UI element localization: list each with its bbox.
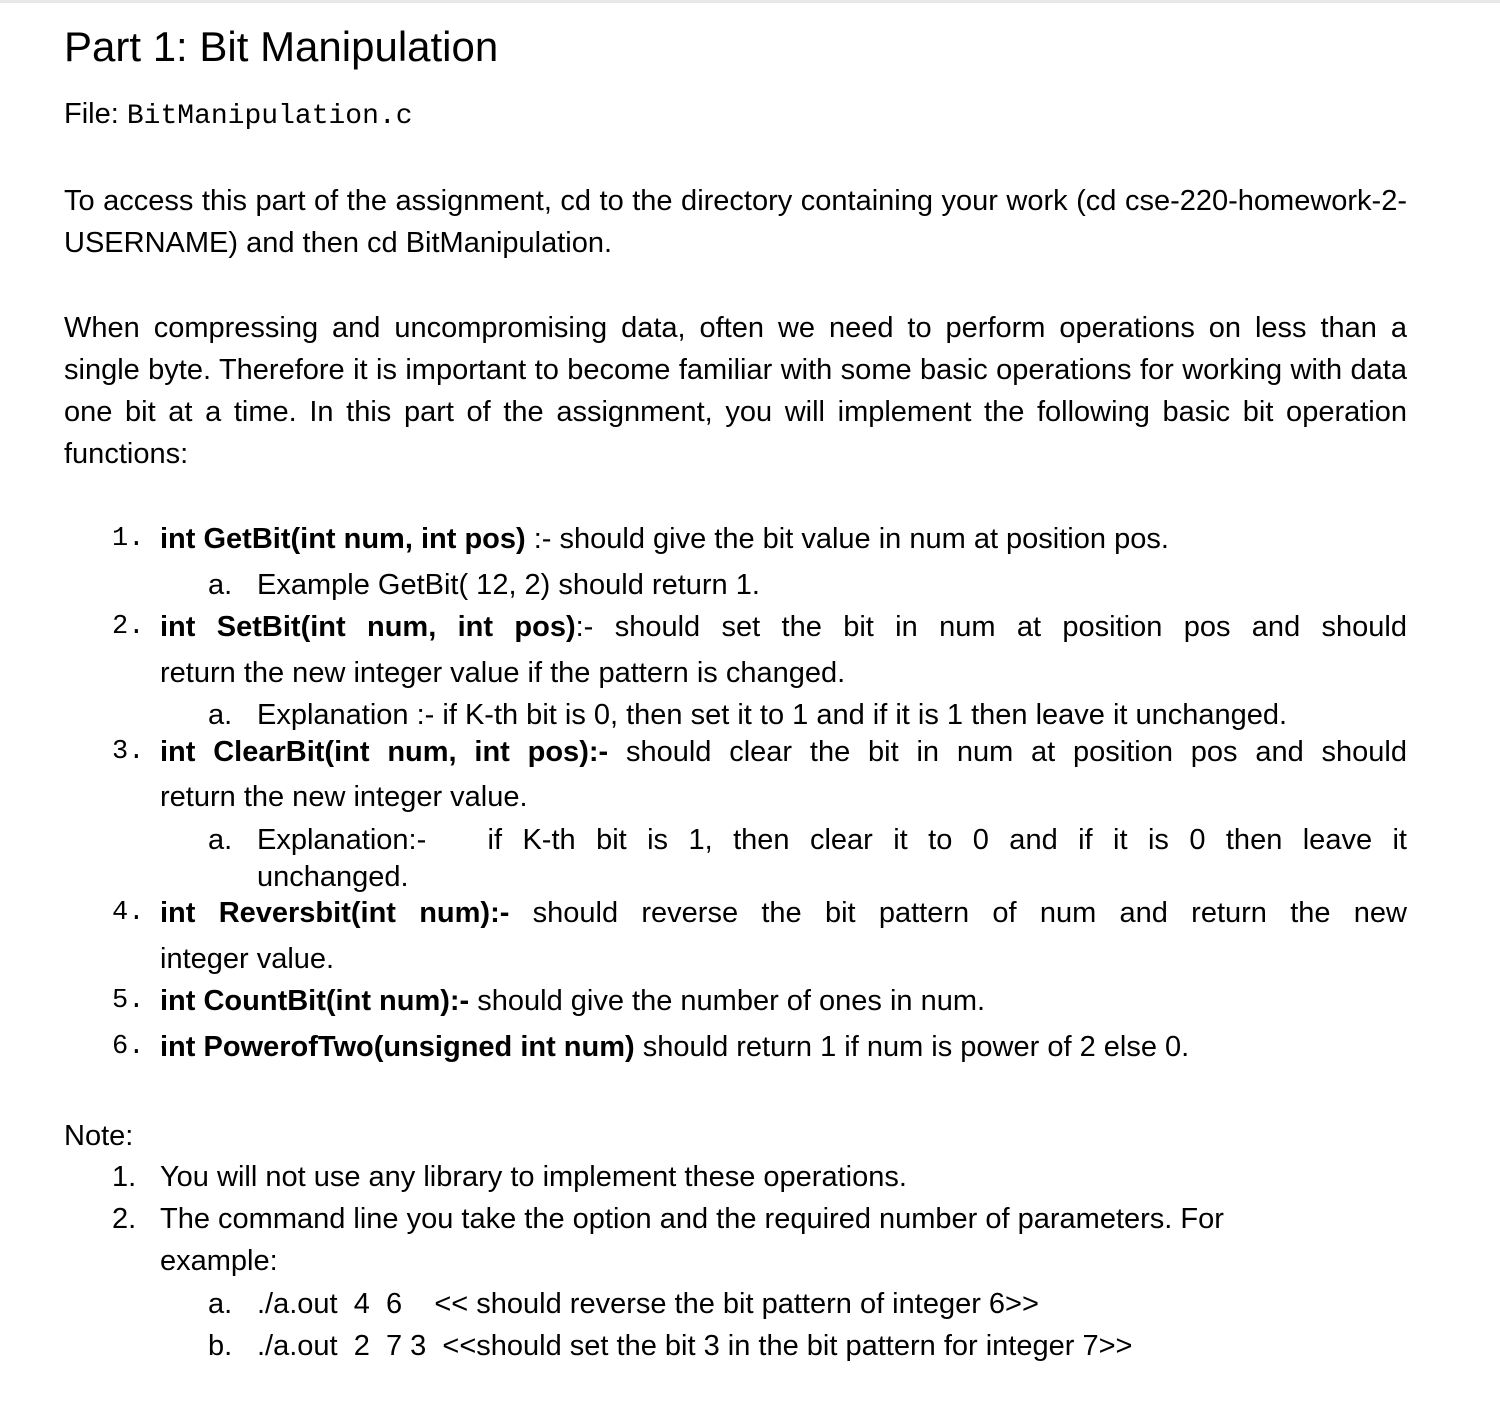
function-signature: int GetBit(int num, int pos) xyxy=(160,523,526,555)
sub-number: b. xyxy=(208,1330,233,1362)
intro-paragraph: To access this part of the assignment, cd to the directory containing your work (cd cse-220-homework-2-USERNAME) and then cd BitManipulation. xyxy=(64,185,1407,259)
list-number: 4. xyxy=(112,898,145,928)
function-signature: int SetBit(int num, int pos) xyxy=(160,611,576,643)
function-description: :- should set the bit in num at position pos and should xyxy=(575,611,1407,643)
function-description-cont: return the new integer value. xyxy=(160,781,528,813)
example-description: << should reverse the bit pattern of integer 6>> xyxy=(434,1288,1039,1320)
sub-number: a. xyxy=(208,824,233,856)
function-description: should give the number of ones in num. xyxy=(469,985,986,1017)
list-number: 2. xyxy=(112,612,145,642)
top-border xyxy=(0,0,1500,3)
note-label: Note: xyxy=(64,1120,134,1152)
sub-text-cont: unchanged. xyxy=(257,861,409,893)
list-number: 6. xyxy=(112,1032,145,1062)
function-description: should return 1 if num is power of 2 else 0. xyxy=(634,1031,1190,1063)
sub-text: Explanation :- if K-th bit is 0, then set it to 1 and if it is 1 then leave it unchanged. xyxy=(257,699,1288,731)
function-description-cont: integer value. xyxy=(160,943,335,975)
list-number: 5. xyxy=(112,986,145,1016)
file-name: BitManipulation.c xyxy=(126,101,413,132)
file-label: File: xyxy=(64,98,119,130)
sub-number: a. xyxy=(208,699,233,731)
function-signature: int Reversbit(int num):- xyxy=(160,897,510,929)
example-command: ./a.out 2 7 3 xyxy=(257,1330,427,1362)
list-number: 1. xyxy=(112,1161,137,1193)
list-number: 3. xyxy=(112,737,145,767)
note-text: You will not use any library to implement these operations. xyxy=(160,1161,907,1193)
example-command: ./a.out 4 6 xyxy=(257,1288,403,1320)
sub-number: a. xyxy=(208,569,233,601)
function-signature: int CountBit(int num):- xyxy=(160,985,470,1017)
list-number: 1. xyxy=(112,524,145,554)
example-description: <<should set the bit 3 in the bit pattern for integer 7>> xyxy=(442,1330,1133,1362)
function-signature: int ClearBit(int num, int pos):- xyxy=(160,736,609,768)
sub-number: a. xyxy=(208,1288,233,1320)
function-description: :- should give the bit value in num at position pos. xyxy=(525,523,1169,555)
note-text-cont: example: xyxy=(160,1245,278,1277)
function-description: should reverse the bit pattern of num and return the new xyxy=(509,897,1407,929)
function-description-cont: return the new integer value if the pattern is changed. xyxy=(160,657,846,689)
function-signature: int PowerofTwo(unsigned int num) xyxy=(160,1031,635,1063)
list-number: 2. xyxy=(112,1203,137,1235)
note-text: The command line you take the option and the required number of parameters. For xyxy=(160,1203,1224,1235)
file-line xyxy=(64,96,413,135)
page-title: Part 1: Bit Manipulation xyxy=(64,23,499,70)
description-paragraph: When compressing and uncompromising data, often we need to perform operations on less than a single byte. Therefore it is important to become familiar with some basic operations for working with data one bit at a time. In this part of the assignment, you will implement the following basic bit operation functions: xyxy=(64,312,1407,470)
function-description: should clear the bit in num at position pos and should xyxy=(608,736,1407,768)
sub-text: Example GetBit( 12, 2) should return 1. xyxy=(257,569,760,601)
sub-text: Explanation:- if K-th bit is 1, then clear it to 0 and if it is 0 then leave it xyxy=(257,824,1407,856)
